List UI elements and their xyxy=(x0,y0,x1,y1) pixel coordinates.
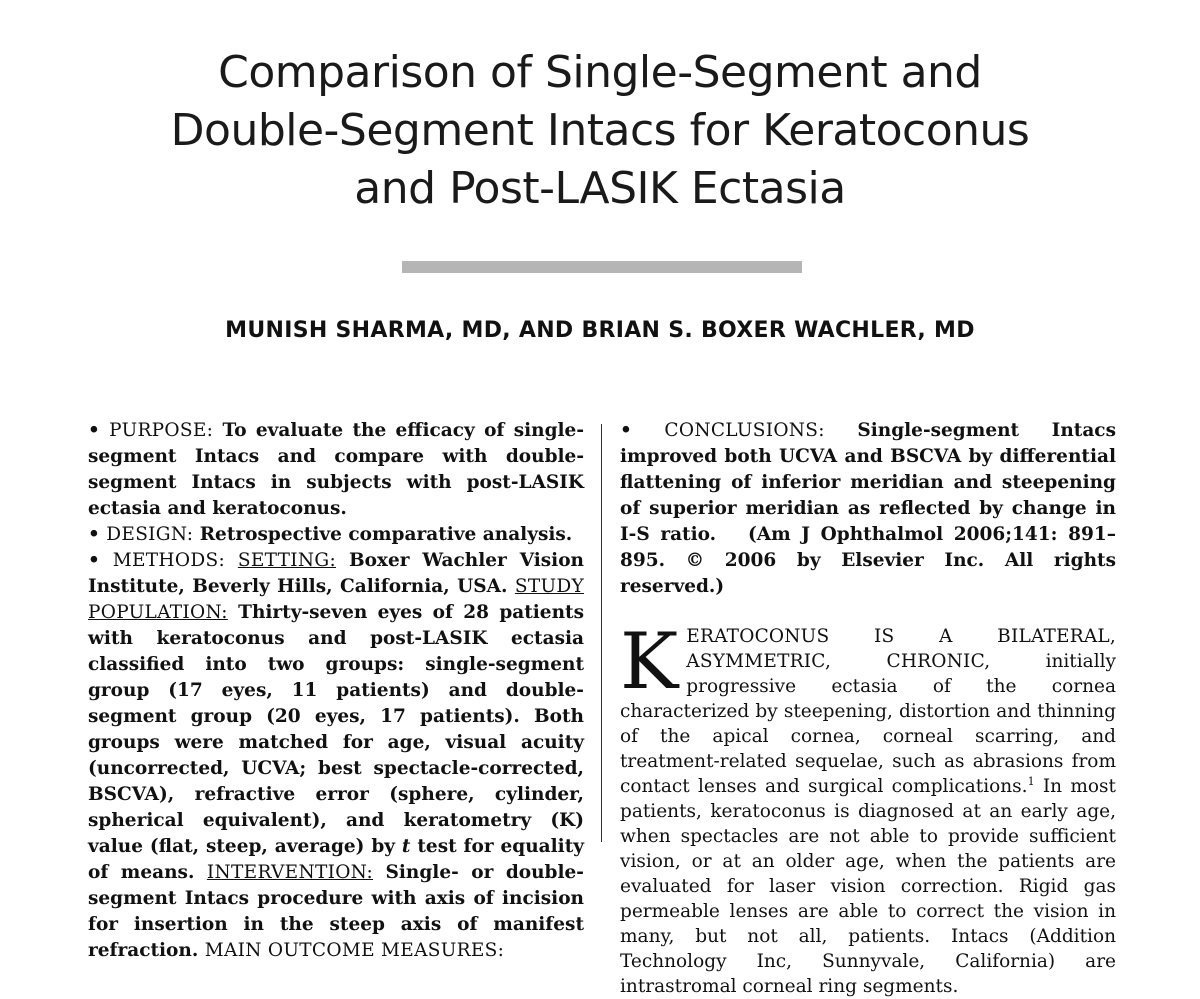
article-title xyxy=(0,44,1200,218)
title-line-3: and Post-LASIK Ectasia xyxy=(354,163,846,214)
design-label: DESIGN: xyxy=(106,524,194,545)
conclusions-label: CONCLUSIONS: xyxy=(664,420,825,441)
author-line: MUNISH SHARMA, MD, AND BRIAN S. BOXER WACHLER, MD xyxy=(225,318,975,343)
abstract-left-column xyxy=(88,418,584,964)
population-tail: test for equality of means. xyxy=(88,836,584,883)
intro-lead: ERATOCONUS IS A BILATERAL, ASYMMETRIC, CHRONIC, xyxy=(686,626,1116,672)
population-text: Thirty-seven eyes of 28 patients with keratoconus and post-LASIK ectasia classified into two groups: single-segment group (17 eyes, 11 patients) and double-segment group (20 eyes, 17 patients). Both groups were matched for age, visual acuity (uncorrected, UCVA; best spectacle-corrected, BSCVA), refractive error (sphere, cylinder, spherical equivalent), and keratometry (K) value (flat, steep, average) by xyxy=(88,602,584,857)
setting-text: Boxer Wachler Vision Institute, Beverly Hills, California, USA. xyxy=(88,550,584,597)
intervention-text: Single- or double-segment Intacs procedure with axis of incision for insertion in the steep axis of manifest refraction. xyxy=(88,862,584,961)
intro-text-2: In most patients, keratoconus is diagnosed at an early age, when spectacles are not able to provide sufficient vision, or at an older age, when the patients are evaluated for laser vision correction. Rigid gas permeable lenses are able to correct the vision in many, but not all, patients. Intacs (Addition Technology Inc, Sunnyvale, California) are intrastromal corneal ring segments. xyxy=(620,776,1116,997)
drop-cap: K xyxy=(620,617,679,707)
citation: (Am J Ophthalmol 2006;141: 891–895. © 2006 by Elsevier Inc. All rights reserved.) xyxy=(620,524,1116,597)
title-line-2: Double-Segment Intacs for Keratoconus xyxy=(170,105,1030,156)
population-label: STUDY POPULATION: xyxy=(88,576,585,623)
conclusions-text: Single-segment Intacs improved both UCVA and BSCVA by differential flattening of inferior meridian and steepening of superior meridian as reflected by change in I-S ratio. xyxy=(620,420,1116,545)
abstract-purpose: • PURPOSE: To evaluate the efficacy of single-segment Intacs and compare with double-segment Intacs in subjects with post-LASIK ectasia and keratoconus. xyxy=(88,420,585,519)
abstract-design: • DESIGN: Retrospective comparative analysis. xyxy=(88,524,573,545)
right-column xyxy=(620,418,1116,999)
design-text: Retrospective comparative analysis. xyxy=(199,524,573,545)
title-rule xyxy=(402,261,802,273)
purpose-text: To evaluate the efficacy of single-segment Intacs and compare with double-segment Intacs in subjects with post-LASIK ectasia and keratoconus. xyxy=(88,420,585,519)
abstract-conclusions: • CONCLUSIONS: Single-segment Intacs improved both UCVA and BSCVA by differential flattening of inferior meridian and steepening of superior meridian as reflected by change in I-S ratio. (Am J Ophthalmol 2006;141: 891–895. © 2006 by Elsevier Inc. All rights reserved.) xyxy=(620,420,1116,597)
setting-label: SETTING: xyxy=(237,550,337,571)
methods-label: METHODS: xyxy=(112,550,225,571)
population-t: t xyxy=(401,836,411,857)
column-divider xyxy=(601,424,602,842)
title-line-1: Comparison of Single-Segment and xyxy=(218,47,982,98)
outcome-label: MAIN OUTCOME MEASURES: xyxy=(204,940,505,961)
intervention-label: INTERVENTION: xyxy=(206,862,374,883)
purpose-label: PURPOSE: xyxy=(109,420,214,441)
reference-1[interactable]: 1 xyxy=(1027,774,1035,788)
abstract-methods: • METHODS: SETTING: Boxer Wachler Vision Institute, Beverly Hills, California, USA. STUDY POPULATION: Thirty-seven eyes of 28 patients with keratoconus and post-LASIK ectasia classified into two groups: single-segment group (17 eyes, 11 patients) and double-segment group (20 eyes, 17 patients). Both groups were matched for age, visual acuity (uncorrected, UCVA; best spectacle-corrected, BSCVA), refractive error (sphere, cylinder, spherical equivalent), and keratometry (K) value (flat, steep, average) by t test for equality of means. INTERVENTION: Single- or double-segment Intacs procedure with axis of incision for insertion in the steep axis of manifest refraction. MAIN OUTCOME MEASURES: xyxy=(88,550,585,961)
intro-paragraph xyxy=(620,617,1116,999)
intro-text-1: initially progressive ectasia of the cornea characterized by steepening, distortion and thinning of the apical cornea, corneal scarring, and treatment-related sequelae, such as abrasions from contact lenses and surgical complications. xyxy=(620,651,1116,797)
